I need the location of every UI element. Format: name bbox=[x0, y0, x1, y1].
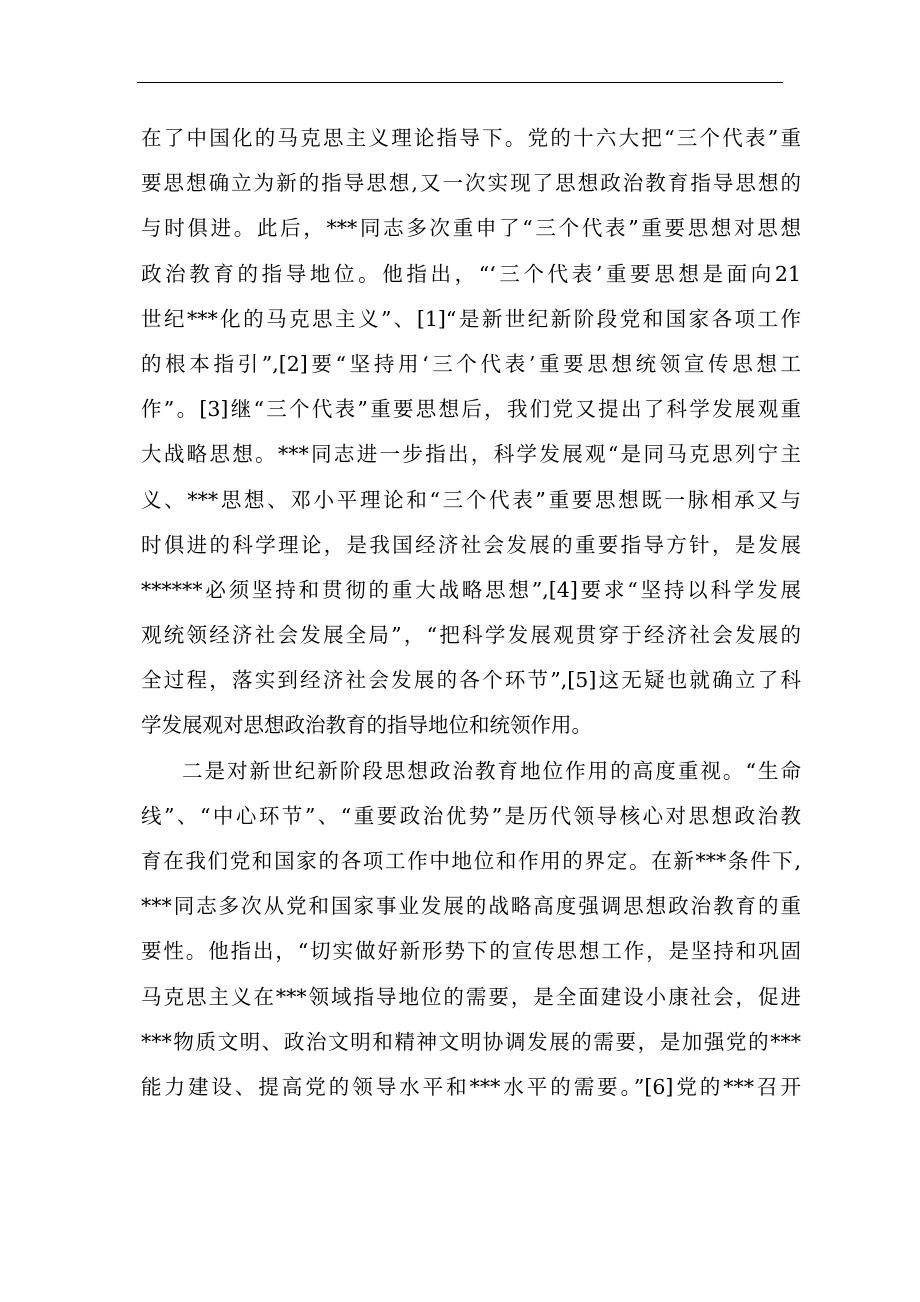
text-line: 学发展观对思想政治教育的指导地位和统领作用。 bbox=[141, 713, 592, 738]
text-line: 义、***思想、邓小平理论和“三个代表”重要思想既一脉相承又与 bbox=[141, 487, 801, 512]
text-line: 与时俱进。此后，***同志多次重申了“三个代表”重要思想对思想 bbox=[141, 216, 801, 241]
text-line: ******必须坚持和贯彻的重大战略思想”,[4]要求“坚持以科学发展 bbox=[141, 577, 801, 602]
paragraph-1 bbox=[141, 116, 801, 749]
body-text bbox=[141, 116, 801, 1110]
text-line: 要思想确立为新的指导思想,又一次实现了思想政治教育指导思想的 bbox=[141, 171, 801, 196]
text-line: 在了中国化的马克思主义理论指导下。党的十六大把“三个代表”重 bbox=[141, 126, 801, 150]
text-line: 能力建设、提高党的领导水平和***水平的需要。”[6]党的***召开 bbox=[141, 1074, 801, 1099]
text-line: 线”、“中心环节”、“重要政治优势”是历代领导核心对思想政治教 bbox=[141, 803, 801, 828]
text-line: 二是对新世纪新阶段思想政治教育地位作用的高度重视。“生命 bbox=[182, 758, 801, 783]
text-line: 的根本指引”,[2]要“坚持用‘三个代表’重要思想统领宣传思想工 bbox=[141, 351, 801, 376]
text-line: 马克思主义在***领域指导地位的需要，是全面建设小康社会，促进 bbox=[141, 984, 801, 1009]
text-line: 作”。[3]继“三个代表”重要思想后，我们党又提出了科学发展观重 bbox=[141, 397, 801, 422]
text-line: 世纪***化的马克思主义”、[1]“是新世纪新阶段党和国家各项工作 bbox=[141, 306, 801, 331]
text-line: 政治教育的指导地位。他指出，“‘三个代表’重要思想是面向21 bbox=[141, 261, 801, 286]
text-line: 育在我们党和国家的各项工作中地位和作用的界定。在新***条件下, bbox=[141, 849, 801, 873]
paragraph-2 bbox=[141, 749, 801, 1111]
text-line: ***物质文明、政治文明和精神文明协调发展的需要，是加强党的*** bbox=[141, 1029, 801, 1054]
text-line: 时俱进的科学理论，是我国经济社会发展的重要指导方针，是发展 bbox=[141, 532, 801, 557]
text-line: 全过程，落实到经济社会发展的各个环节”,[5]这无疑也就确立了科 bbox=[141, 668, 801, 693]
text-line: 观统领经济社会发展全局”，“把科学发展观贯穿于经济社会发展的 bbox=[141, 623, 801, 648]
header-rule bbox=[137, 82, 783, 83]
text-line: 要性。他指出，“切实做好新形势下的宣传思想工作，是坚持和巩固 bbox=[141, 939, 801, 964]
text-line: 大战略思想。***同志进一步指出，科学发展观“是同马克思列宁主 bbox=[141, 442, 801, 467]
text-line: ***同志多次从党和国家事业发展的战略高度强调思想政治教育的重 bbox=[141, 894, 801, 919]
